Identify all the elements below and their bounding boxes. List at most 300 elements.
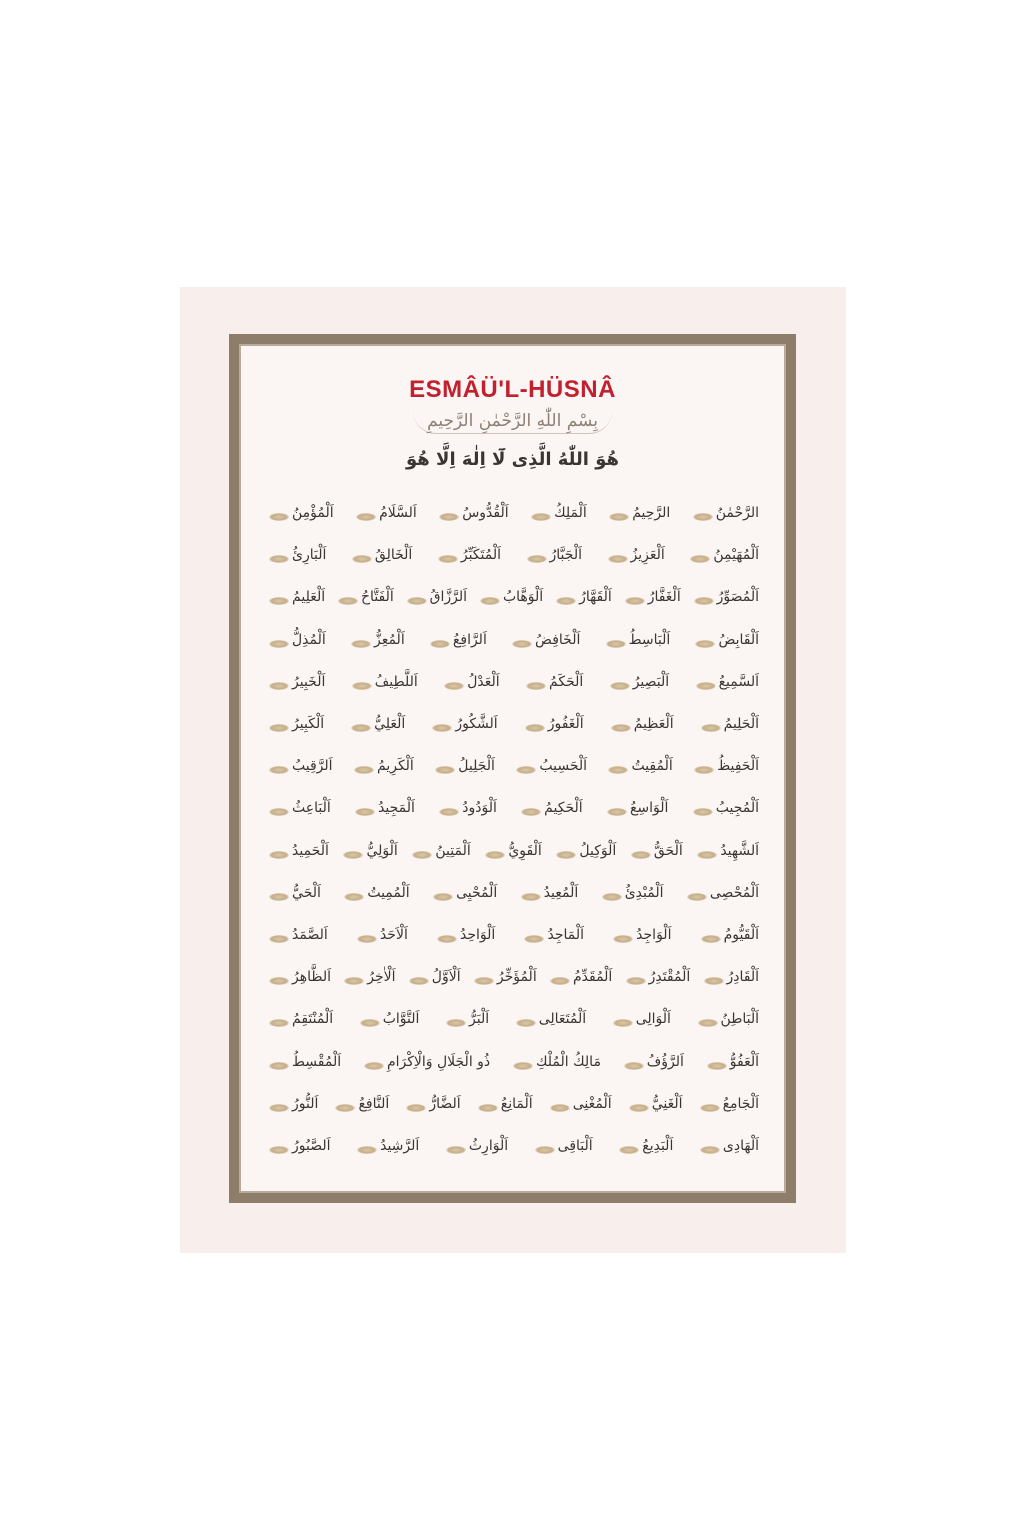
name-text: اَلْمُحْيِى <box>456 884 498 901</box>
name-text: اَلْعَدْلُ <box>467 673 500 690</box>
name-text: اَلْمُقِيتُ <box>631 758 673 775</box>
ornament-separator-icon <box>357 935 377 943</box>
names-row <box>266 576 759 618</box>
name-text: اَلْمُجِيبُ <box>715 800 759 817</box>
ornament-separator-icon <box>701 935 721 943</box>
ornament-separator-icon <box>364 1062 384 1070</box>
name-item <box>528 505 587 521</box>
name-item <box>266 969 331 985</box>
name-text: اَلْمُقْسِطُ <box>292 1053 342 1070</box>
name-text: اَلْحَمِيدُ <box>292 842 329 859</box>
ornament-separator-icon <box>444 682 464 690</box>
ornament-separator-icon <box>409 977 429 985</box>
name-item <box>266 632 326 648</box>
name-text: اَلشَّهِيدُ <box>720 842 759 859</box>
ornament-separator-icon <box>407 597 427 605</box>
ornament-separator-icon <box>355 808 375 816</box>
names-row <box>266 787 759 829</box>
name-item <box>266 1138 331 1154</box>
ornament-separator-icon <box>531 513 551 521</box>
ornament-separator-icon <box>608 555 628 563</box>
name-text: اَلْجَلِيلُ <box>458 758 495 775</box>
ornament-separator-icon <box>556 597 576 605</box>
name-item <box>621 1054 684 1070</box>
name-text: اَلْمُتَكَبِّرُ <box>460 547 501 564</box>
names-row <box>266 492 759 534</box>
names-row <box>266 830 759 872</box>
ornament-separator-icon <box>269 1019 289 1027</box>
name-item <box>332 1096 389 1112</box>
name-item <box>266 716 324 732</box>
ornament-separator-icon <box>625 597 645 605</box>
ornament-separator-icon <box>269 935 289 943</box>
name-text: اَلْوَاحِدُ <box>460 926 496 943</box>
name-text: اَلضَّارُّ <box>429 1095 461 1112</box>
ornament-separator-icon <box>269 766 289 774</box>
name-text: اَلْبَاقِى <box>557 1137 593 1154</box>
name-text: اَلْخَالِقُ <box>374 547 413 564</box>
name-item <box>475 1096 533 1112</box>
name-item <box>518 885 579 901</box>
name-item <box>698 927 759 943</box>
name-item <box>352 800 415 816</box>
name-item <box>523 674 583 690</box>
ornament-separator-icon <box>521 808 541 816</box>
name-text: اَلْمَتِينُ <box>435 842 471 859</box>
name-item <box>432 758 495 774</box>
name-item <box>604 800 668 816</box>
name-item <box>349 674 418 690</box>
name-text: اَلْبَدِيعُ <box>642 1137 674 1154</box>
name-text: اَلْمُبْدِئُ <box>624 884 664 901</box>
ornament-separator-icon <box>446 1019 466 1027</box>
name-text: اَلْبَاعِثُ <box>292 800 331 817</box>
name-text: اَلْقَوِيُّ <box>508 842 542 859</box>
ornament-separator-icon <box>512 640 532 648</box>
ornament-separator-icon <box>406 1104 426 1112</box>
name-text: اَلْمُؤْمِنُ <box>292 505 334 522</box>
ornament-separator-icon <box>629 1104 649 1112</box>
ornamental-frame <box>229 334 796 1203</box>
ornament-separator-icon <box>526 682 546 690</box>
name-item <box>698 716 759 732</box>
name-text: اَلرَّافِعُ <box>452 631 487 648</box>
ornament-separator-icon <box>269 893 289 901</box>
ornament-separator-icon <box>480 597 500 605</box>
name-item <box>348 716 405 732</box>
ornament-separator-icon <box>352 682 372 690</box>
ornament-separator-icon <box>626 977 646 985</box>
ornament-separator-icon <box>269 682 289 690</box>
ornament-separator-icon <box>485 851 505 859</box>
ornament-separator-icon <box>269 724 289 732</box>
ornament-separator-icon <box>700 1104 720 1112</box>
name-text: اَلْبَاطِنُ <box>720 1011 759 1028</box>
ornament-separator-icon <box>439 513 459 521</box>
ornament-separator-icon <box>701 724 721 732</box>
name-text: اَلْوَاجِدُ <box>636 926 672 943</box>
name-item <box>266 674 325 690</box>
ornament-separator-icon <box>690 555 710 563</box>
ornament-separator-icon <box>343 851 363 859</box>
name-item <box>406 969 461 985</box>
name-item <box>704 1054 759 1070</box>
name-text: اَلْغَفَّارُ <box>647 589 681 606</box>
ornament-separator-icon <box>433 893 453 901</box>
ornament-separator-icon <box>430 640 450 648</box>
names-row <box>266 661 759 703</box>
ornament-separator-icon <box>351 724 371 732</box>
ornament-separator-icon <box>360 1019 380 1027</box>
ornament-separator-icon <box>516 766 536 774</box>
ornament-separator-icon <box>527 555 547 563</box>
name-item <box>441 674 499 690</box>
name-text: اَلْاَوَّلُ <box>431 969 461 986</box>
names-row <box>266 1040 759 1082</box>
name-item <box>509 632 580 648</box>
ornament-separator-icon <box>698 1019 718 1027</box>
name-item <box>693 674 759 690</box>
name-text: اَلْغَنِيُّ <box>651 1095 683 1112</box>
ornament-separator-icon <box>607 808 627 816</box>
name-text: اَلْاٰخِرُ <box>367 969 396 986</box>
ornament-separator-icon <box>344 977 364 985</box>
name-text: اَلْحَيُّ <box>292 884 321 901</box>
name-text: اَلْمَلِكُ <box>554 505 587 522</box>
name-text: اَلْخَافِضُ <box>535 631 581 648</box>
names-row <box>266 998 759 1040</box>
ornament-separator-icon <box>432 724 452 732</box>
name-text: اَلْبَاسِطُ <box>628 631 671 648</box>
names-row <box>266 872 759 914</box>
name-text: اَللَّطِيفُ <box>374 673 418 690</box>
ornament-separator-icon <box>613 935 633 943</box>
name-item <box>690 800 759 816</box>
ornament-separator-icon <box>269 1062 289 1070</box>
ornament-separator-icon <box>357 1146 377 1154</box>
name-text: اَلْمُعِيدُ <box>543 884 579 901</box>
name-text: اَلْمُعِزُّ <box>373 631 405 648</box>
name-item <box>335 589 394 605</box>
name-text: مَالِكُ الْمُلْكِ <box>535 1053 601 1070</box>
name-item <box>436 800 497 816</box>
name-text: اَلْمُحْصِى <box>709 884 759 901</box>
name-item <box>266 505 334 521</box>
ornament-separator-icon <box>704 977 724 985</box>
name-item <box>553 843 616 859</box>
name-item <box>610 1011 671 1027</box>
ornament-separator-icon <box>474 977 494 985</box>
name-text: اَلْقَهَّارُ <box>579 589 612 606</box>
name-item <box>605 758 672 774</box>
ornament-separator-icon <box>352 555 372 563</box>
name-item <box>547 969 612 985</box>
name-text: اَلْوَارِثُ <box>468 1137 509 1154</box>
name-text: اَلْوَلِيُّ <box>366 842 398 859</box>
ornament-separator-icon <box>631 851 651 859</box>
name-text: اَلْحَفِيظُ <box>717 758 759 775</box>
name-text: اَلْحَقُّ <box>653 842 683 859</box>
name-text: اَلْقُدُّوسُ <box>462 505 509 522</box>
name-item <box>349 547 412 563</box>
intro-phrase: هُوَ اللّٰهُ الَّذِى لَٓا اِلٰهَ اِلَّا هُوَ <box>406 449 619 470</box>
name-text: اَلرَّؤُفُ <box>646 1053 684 1070</box>
name-item <box>340 843 397 859</box>
name-text: اَلْغَفُورُ <box>547 716 584 733</box>
ornament-separator-icon <box>344 893 364 901</box>
ornament-separator-icon <box>269 555 289 563</box>
name-text: اَلنَّافِعُ <box>358 1095 390 1112</box>
name-item <box>471 969 537 985</box>
ornament-separator-icon <box>269 977 289 985</box>
name-item <box>266 547 326 563</box>
page-title: ESMÂÜ'L-HÜSNÂ <box>409 376 616 403</box>
ornament-separator-icon <box>439 808 459 816</box>
name-item <box>547 1096 612 1112</box>
name-item <box>482 843 541 859</box>
name-text: اَلْوَاسِعُ <box>629 800 669 817</box>
name-item <box>404 589 467 605</box>
name-text: اَلْمُصَوِّرُ <box>716 589 759 606</box>
ornament-separator-icon <box>525 724 545 732</box>
name-item <box>690 505 759 521</box>
name-text: اَلْمُؤَخِّرُ <box>496 969 537 986</box>
name-item <box>692 632 759 648</box>
name-text: اَلْمُهَيْمِنُ <box>713 547 759 564</box>
name-text: اَلْوَالِى <box>635 1011 671 1028</box>
ornament-separator-icon <box>613 1019 633 1027</box>
ornament-separator-icon <box>694 766 714 774</box>
name-item <box>403 1096 460 1112</box>
name-item <box>266 1011 333 1027</box>
ornament-separator-icon <box>356 513 376 521</box>
name-item <box>266 589 325 605</box>
name-text: اَلْمُتَعَالِى <box>538 1011 587 1028</box>
ornament-separator-icon <box>435 766 455 774</box>
name-item <box>694 843 759 859</box>
name-text: اَلْمَانِعُ <box>500 1095 533 1112</box>
ornament-separator-icon <box>550 1104 570 1112</box>
name-item <box>697 1138 759 1154</box>
ornament-separator-icon <box>516 1019 536 1027</box>
name-item <box>605 547 665 563</box>
name-item <box>599 885 664 901</box>
name-text: اَلْقَابِضُ <box>718 631 759 648</box>
ornament-separator-icon <box>269 597 289 605</box>
ornament-separator-icon <box>687 893 707 901</box>
name-item <box>341 885 409 901</box>
name-item <box>434 927 495 943</box>
name-text: اَلْمُقَدِّمُ <box>572 969 613 986</box>
ornament-separator-icon <box>556 851 576 859</box>
name-item <box>626 1096 683 1112</box>
ornament-separator-icon <box>446 1146 466 1154</box>
basmala-text: بِسْمِ اللّٰهِ الرَّحْمٰنِ الرَّحِيمِ <box>413 411 612 434</box>
name-item <box>266 1054 341 1070</box>
name-item <box>348 632 405 648</box>
name-text: الرَّحْمٰنُ <box>715 505 759 522</box>
name-item <box>266 843 329 859</box>
name-text: اَلْمَجِيدُ <box>378 800 415 817</box>
name-text: اَلْعَلِيمُ <box>292 589 326 606</box>
ornament-separator-icon <box>338 597 358 605</box>
ornament-separator-icon <box>524 935 544 943</box>
name-text: اَلظَّاهِرُ <box>292 969 332 986</box>
name-text: اَلشَّكُورُ <box>455 716 498 733</box>
name-item <box>684 885 759 901</box>
ornament-separator-icon <box>609 513 629 521</box>
ornament-separator-icon <box>602 893 622 901</box>
name-text: اَلْكَرِيمُ <box>377 758 414 775</box>
name-item <box>351 758 414 774</box>
name-item <box>553 589 612 605</box>
name-text: اَلْعَظِيمُ <box>633 716 674 733</box>
name-text: اَلْحَسِيبُ <box>539 758 588 775</box>
ornament-separator-icon <box>619 1146 639 1154</box>
ornament-separator-icon <box>269 1104 289 1112</box>
ornament-separator-icon <box>695 640 715 648</box>
ornament-separator-icon <box>694 597 714 605</box>
name-text: اَلْعَلِيُّ <box>374 716 406 733</box>
name-text: اَلْحَكَمُ <box>549 673 584 690</box>
name-item <box>361 1054 490 1070</box>
name-text: اَلْاَحَدُ <box>379 926 408 943</box>
name-item <box>524 547 582 563</box>
name-item <box>603 632 671 648</box>
ornament-separator-icon <box>269 808 289 816</box>
name-item <box>357 1011 420 1027</box>
ornament-separator-icon <box>335 1104 355 1112</box>
name-text: اَلْقَادِرُ <box>726 969 759 986</box>
ornament-separator-icon <box>624 1062 644 1070</box>
name-text: اَلنُّورُ <box>292 1095 319 1112</box>
name-item <box>695 1011 759 1027</box>
name-item <box>522 716 584 732</box>
name-item <box>608 716 674 732</box>
names-row <box>266 534 759 576</box>
ornament-separator-icon <box>412 851 432 859</box>
name-item <box>409 843 470 859</box>
name-text: اَلْقَيُّومُ <box>723 926 759 943</box>
name-text: اَلْحَكِيمُ <box>544 800 583 817</box>
name-item <box>687 547 759 563</box>
name-text: اَلسَّلَامُ <box>379 505 417 522</box>
name-text: اَلْبَصِيرُ <box>632 673 670 690</box>
ornament-separator-icon <box>351 640 371 648</box>
name-text: اَلْبَرُّ <box>469 1011 490 1028</box>
name-item <box>266 800 331 816</box>
name-item <box>513 1011 586 1027</box>
name-text: اَلتَّوَّابُ <box>382 1011 420 1028</box>
ornament-separator-icon <box>697 851 717 859</box>
name-item <box>354 1138 419 1154</box>
name-item <box>691 758 759 774</box>
names-row <box>266 956 759 998</box>
name-item <box>477 589 543 605</box>
name-item <box>353 505 417 521</box>
name-item <box>436 505 508 521</box>
name-item <box>430 885 497 901</box>
name-item <box>429 716 497 732</box>
ornament-separator-icon <box>269 513 289 521</box>
name-item <box>435 547 501 563</box>
ornament-separator-icon <box>608 766 628 774</box>
name-text: اَلْمُقْتَدِرُ <box>648 969 691 986</box>
ornament-separator-icon <box>610 682 630 690</box>
name-text: اَلْجَامِعُ <box>722 1095 759 1112</box>
ornament-separator-icon <box>269 640 289 648</box>
name-item <box>443 1011 489 1027</box>
ornament-separator-icon <box>707 1062 727 1070</box>
name-item <box>427 632 487 648</box>
frame-content <box>239 344 786 1193</box>
name-item <box>622 589 681 605</box>
name-text: اَلصَّبُورُ <box>292 1137 331 1154</box>
ornament-separator-icon <box>696 682 716 690</box>
name-text: ذُو الْجَلَالِ وَالْاِكْرَامِ <box>386 1053 491 1070</box>
names-row <box>266 1083 759 1125</box>
name-text: اَلسَّمِيعُ <box>718 673 759 690</box>
names-row <box>266 745 759 787</box>
name-text: اَلْمُغْنِى <box>572 1095 612 1112</box>
ornament-separator-icon <box>693 513 713 521</box>
names-row <box>266 1125 759 1167</box>
name-text: الرَّحِيمُ <box>632 505 671 522</box>
name-text: اَلْخَبِيرُ <box>292 673 326 690</box>
ornament-separator-icon <box>606 640 626 648</box>
ornament-separator-icon <box>437 935 457 943</box>
name-item <box>606 505 670 521</box>
name-text: اَلْعَزِيزُ <box>630 547 665 564</box>
name-text: اَلْوَهَّابُ <box>502 589 544 606</box>
name-item <box>697 1096 759 1112</box>
name-text: اَلْبَارِئُ <box>292 547 327 564</box>
name-text: اَلْمُمِيتُ <box>367 884 410 901</box>
name-item <box>341 969 395 985</box>
ornament-separator-icon <box>535 1146 555 1154</box>
name-item <box>354 927 408 943</box>
basmala-calligraphy <box>241 411 784 434</box>
name-item <box>701 969 760 985</box>
name-item <box>266 1096 318 1112</box>
names-row <box>266 703 759 745</box>
ornament-separator-icon <box>693 808 713 816</box>
ornament-separator-icon <box>269 851 289 859</box>
name-item <box>521 927 584 943</box>
name-item <box>513 758 587 774</box>
name-item <box>266 885 321 901</box>
name-text: اَلْحَلِيمُ <box>723 716 759 733</box>
name-text: اَلْوَكِيلُ <box>579 842 617 859</box>
ornament-separator-icon <box>700 1146 720 1154</box>
name-item <box>510 1054 601 1070</box>
name-text: اَلْعَفُوُّ <box>729 1053 759 1070</box>
name-text: اَلْهَادِى <box>722 1137 759 1154</box>
ornament-separator-icon <box>550 977 570 985</box>
names-grid <box>266 492 759 1167</box>
name-item <box>610 927 671 943</box>
name-item <box>443 1138 508 1154</box>
name-item <box>607 674 669 690</box>
name-text: اَلْفَتَّاحُ <box>361 589 394 606</box>
name-item <box>266 927 328 943</box>
name-text: اَلْجَبَّارُ <box>549 547 582 564</box>
names-row <box>266 914 759 956</box>
ornament-separator-icon <box>611 724 631 732</box>
names-row <box>266 619 759 661</box>
name-text: اَلْمُذِلُّ <box>292 631 326 648</box>
ornament-separator-icon <box>438 555 458 563</box>
